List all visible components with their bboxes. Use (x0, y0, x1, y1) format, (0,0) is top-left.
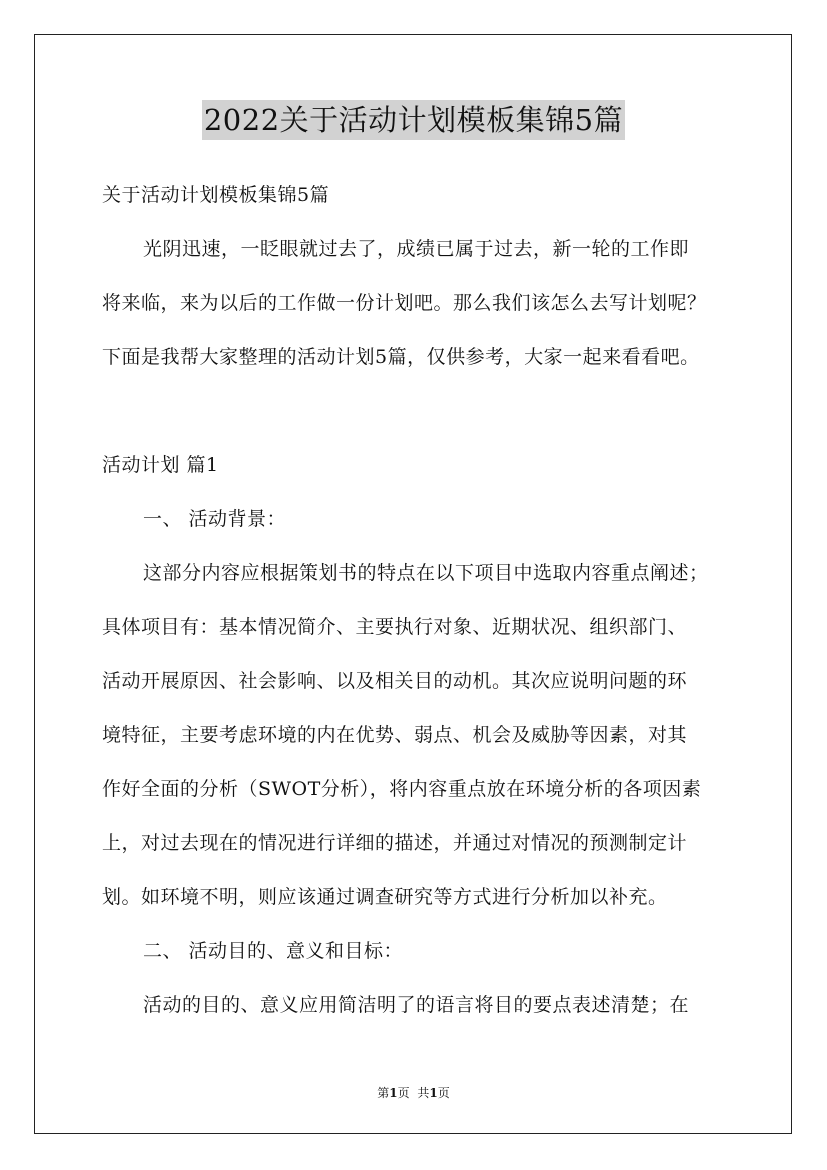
title-container (0, 100, 827, 140)
body-line-6: 上，对过去现在的情况进行详细的描述，并通过对情况的预测制定计 (102, 832, 688, 854)
footer-total-prefix: 共 (417, 1086, 430, 1100)
body-line-1: 这部分内容应根据策划书的特点在以下项目中选取内容重点阐述； (143, 562, 709, 584)
page-footer (0, 1085, 827, 1101)
document-title: 2022关于活动计划模板集锦5篇 (202, 100, 625, 140)
footer-current-prefix: 第 (377, 1086, 390, 1100)
footer-total-pages: 1 (429, 1086, 438, 1100)
subtitle-line: 关于活动计划模板集锦5篇 (102, 184, 330, 206)
intro-line-3: 下面是我帮大家整理的活动计划5篇，仅供参考，大家一起来看看吧。 (102, 346, 700, 368)
subheading-background: 一、 活动背景： (143, 508, 287, 530)
body-line-3: 活动开展原因、社会影响、以及相关目的动机。其次应说明问题的环 (102, 670, 688, 692)
intro-line-1: 光阴迅速，一眨眼就过去了，成绩已属于过去，新一轮的工作即 (143, 238, 690, 260)
body-line-4: 境特征，主要考虑环境的内在优势、弱点、机会及威胁等因素，对其 (102, 724, 688, 746)
body-line-5: 作好全面的分析（SWOT分析），将内容重点放在环境分析的各项因素 (102, 778, 702, 800)
footer-total-suffix: 页 (437, 1086, 450, 1100)
intro-line-2: 将来临，来为以后的工作做一份计划吧。那么我们该怎么去写计划呢？ (102, 292, 707, 314)
body-line-2: 具体项目有：基本情况简介、主要执行对象、近期状况、组织部门、 (102, 616, 688, 638)
body-line-8: 活动的目的、意义应用简洁明了的语言将目的要点表述清楚；在 (143, 994, 690, 1016)
footer-current-suffix: 页 (397, 1086, 410, 1100)
footer-current-page: 1 (389, 1086, 398, 1100)
subheading-purpose: 二、 活动目的、意义和目标： (143, 940, 404, 962)
section-heading: 活动计划 篇1 (102, 454, 219, 476)
body-line-7: 划。如环境不明，则应该通过调查研究等方式进行分析加以补充。 (102, 886, 668, 908)
